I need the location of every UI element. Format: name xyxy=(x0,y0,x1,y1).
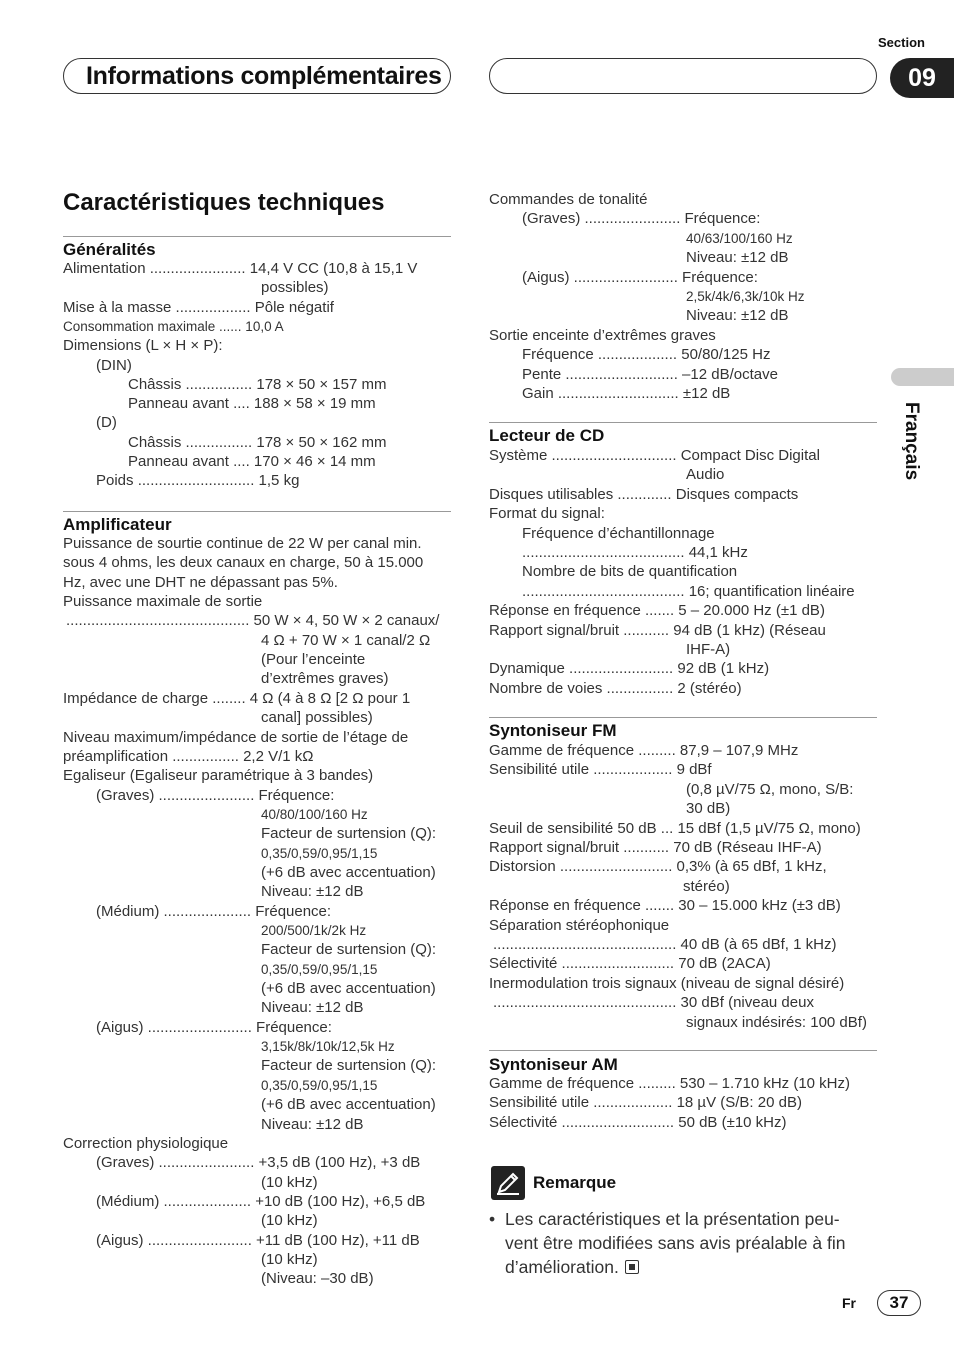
language-tab-marker xyxy=(891,368,954,386)
divider xyxy=(63,511,451,512)
spec-line: 200/500/1k/2k Hz xyxy=(261,923,367,938)
spec-line: Disques utilisables ............. Disques compacts xyxy=(489,485,799,503)
spec-line: (Graves) ....................... Fréquence: xyxy=(96,786,335,804)
spec-line: (+6 dB avec accentuation) xyxy=(261,1096,436,1114)
header-title-pill xyxy=(63,58,451,94)
spec-line: 4 Ω + 70 W × 1 canal/2 Ω xyxy=(261,631,431,649)
spec-line: ....................................... 44,1 kHz xyxy=(522,544,748,561)
spec-line: (Niveau: –30 dB) xyxy=(261,1270,374,1288)
spec-line: (Graves) ....................... +3,5 dB (100 Hz), +3 dB xyxy=(96,1154,421,1172)
spec-line: (0,8 µV/75 Ω, mono, S/B: xyxy=(686,780,854,798)
spec-line: (+6 dB avec accentuation) xyxy=(261,863,436,881)
spec-line: Niveau: ±12 dB xyxy=(686,307,789,325)
spec-line: Gamme de fréquence ......... 530 – 1.710 kHz (10 kHz) xyxy=(489,1075,851,1092)
spec-line: Facteur de surtension (Q): xyxy=(261,1057,437,1075)
spec-line: Consommation maximale ...... 10,0 A xyxy=(63,318,284,334)
spec-line: Niveau: ±12 dB xyxy=(261,1115,364,1133)
section-number-badge: 09 xyxy=(890,58,954,98)
spec-line: Châssis ................ 178 × 50 × 162 mm xyxy=(128,433,387,451)
spec-line: stéréo) xyxy=(683,877,730,895)
spec-line: 0,35/0,59/0,95/1,15 xyxy=(261,961,378,977)
spec-line: Rapport signal/bruit ........... 70 dB (Réseau IHF-A) xyxy=(489,839,822,856)
spec-line: (Aigus) ......................... +11 dB (100 Hz), +11 dB xyxy=(96,1231,420,1249)
spec-line: Système .............................. Compact Disc Digital xyxy=(489,447,820,464)
spec-line: (Graves) ....................... Fréquence: xyxy=(522,210,761,228)
spec-line: Dynamique ......................... 92 dB (1 kHz) xyxy=(489,660,770,678)
spec-line: 0,35/0,59/0,95/1,15 xyxy=(261,1077,378,1093)
spec-line: (Médium) ..................... +10 dB (100 Hz), +6,5 dB xyxy=(96,1192,426,1210)
spec-line: canal] possibles) xyxy=(261,709,373,727)
spec-line: Réponse en fréquence ....... 30 – 15.000 kHz (±3 dB) xyxy=(489,897,841,915)
spec-line: Sensibilité utile ................... 9 dBf xyxy=(489,761,712,779)
spec-line: Gamme de fréquence ......... 87,9 – 107,9 MHz xyxy=(489,742,799,759)
spec-line: Réponse en fréquence ....... 5 – 20.000 Hz (±1 dB) xyxy=(489,602,825,620)
spec-line: Egaliseur (Egaliseur paramétrique à 3 bandes) xyxy=(63,767,374,785)
spec-line: Fréquence ................... 50/80/125 Hz xyxy=(522,346,771,364)
spec-line: Rapport signal/bruit ........... 94 dB (1 kHz) (Réseau xyxy=(489,621,826,639)
spec-line: (Médium) ..................... Fréquence: xyxy=(96,902,332,920)
spec-line: Poids ............................ 1,5 kg xyxy=(96,472,300,490)
spec-line: ............................................ 30 dBf (niveau deux xyxy=(493,994,814,1012)
spec-line: Nombre de voies ................ 2 (stéréo) xyxy=(489,679,742,697)
spec-line: 30 dB) xyxy=(686,800,731,818)
spec-line: Fréquence d’échantillonnage xyxy=(522,524,715,542)
section-heading-fm: Syntoniseur FM xyxy=(489,721,617,740)
spec-line: Commandes de tonalité xyxy=(489,191,648,208)
spec-line: Sélectivité ........................... 70 dB (2ACA) xyxy=(489,955,771,973)
spec-line: Audio xyxy=(686,466,725,484)
section-heading-am: Syntoniseur AM xyxy=(489,1055,618,1074)
section-heading-generalites: Généralités xyxy=(63,240,156,259)
spec-line: (Pour l’enceinte xyxy=(261,651,366,669)
spec-line: Puissance maximale de sortie xyxy=(63,593,263,611)
footer-lang-code: Fr xyxy=(842,1295,856,1311)
spec-line: (10 kHz) xyxy=(261,1250,318,1268)
bullet-dot: • xyxy=(489,1209,496,1229)
divider xyxy=(489,1050,877,1051)
spec-line: 40/63/100/160 Hz xyxy=(686,230,793,246)
spec-line: d’extrêmes graves) xyxy=(261,670,389,688)
spec-line: Sortie enceinte d’extrêmes graves xyxy=(489,326,716,344)
spec-line: 40/80/100/160 Hz xyxy=(261,806,368,822)
note-text xyxy=(505,1207,860,1279)
spec-line: Nombre de bits de quantification xyxy=(522,563,738,581)
spec-line: (+6 dB avec accentuation) xyxy=(261,980,436,998)
spec-line: (Aigus) ......................... Fréquence: xyxy=(522,268,758,286)
note-label: Remarque xyxy=(533,1173,617,1192)
section-label: Section xyxy=(878,35,925,50)
spec-line: Hz, avec une DHT ne dépassant pas 5%. xyxy=(63,573,338,591)
page-number: 37 xyxy=(877,1290,921,1316)
spec-line: Dimensions (L × H × P): xyxy=(63,337,223,355)
spec-line: (DIN) xyxy=(96,356,132,374)
note-pencil-icon xyxy=(491,1166,525,1200)
spec-line: (10 kHz) xyxy=(261,1173,318,1191)
divider xyxy=(489,717,877,718)
spec-line: Puissance de sourtie continue de 22 W per canal min. xyxy=(63,535,422,552)
spec-line: (10 kHz) xyxy=(261,1212,318,1230)
spec-line: 3,15k/8k/10k/12,5k Hz xyxy=(261,1039,395,1055)
spec-line: Châssis ................ 178 × 50 × 157 mm xyxy=(128,375,387,393)
header-blank-pill xyxy=(489,58,877,94)
spec-line: Niveau: ±12 dB xyxy=(261,883,364,901)
spec-line: Panneau avant .... 170 × 46 × 14 mm xyxy=(128,453,376,470)
spec-line: possibles) xyxy=(261,279,329,297)
divider xyxy=(63,236,451,237)
spec-line: sous 4 ohms, les deux canaux en charge, 50 à 15.000 xyxy=(63,554,424,572)
spec-line: Pente ........................... –12 dB/octave xyxy=(522,365,778,383)
language-tab-label: Français xyxy=(901,402,922,481)
spec-line: Inermodulation trois signaux (niveau de signal désiré) xyxy=(489,974,845,992)
section-heading-amplificateur: Amplificateur xyxy=(63,515,172,534)
spec-line: Facteur de surtension (Q): xyxy=(261,825,437,843)
spec-line: Sensibilité utile ................... 18 µV (S/B: 20 dB) xyxy=(489,1094,802,1112)
spec-line: Panneau avant .... 188 × 58 × 19 mm xyxy=(128,395,376,413)
spec-line: 0,35/0,59/0,95/1,15 xyxy=(261,845,378,861)
spec-line: ....................................... 16; quantification linéaire xyxy=(522,582,855,600)
spec-line: Impédance de charge ........ 4 Ω (4 à 8 Ω [2 Ω pour 1 xyxy=(63,689,411,707)
spec-line: Sélectivité ........................... 50 dB (±10 kHz) xyxy=(489,1113,787,1131)
spec-line: Distorsion ........................... 0,3% (à 65 dBf, 1 kHz, xyxy=(489,858,827,876)
divider xyxy=(489,422,877,423)
spec-line: (Aigus) ......................... Fréquence: xyxy=(96,1018,332,1036)
spec-line: Correction physiologique xyxy=(63,1134,229,1152)
page-title: Caractéristiques techniques xyxy=(63,189,385,216)
spec-line: (D) xyxy=(96,414,117,432)
language-tab xyxy=(899,400,929,486)
spec-line: IHF-A) xyxy=(686,641,731,658)
header-title: Informations complémentaires xyxy=(86,62,442,90)
spec-line: Séparation stéréophonique xyxy=(489,916,670,934)
spec-line: ............................................ 50 W × 4, 50 W × 2 canaux/ xyxy=(66,612,440,630)
spec-line: Niveau: ±12 dB xyxy=(261,999,364,1017)
spec-line: Mise à la masse .................. Pôle négatif xyxy=(63,298,334,316)
spec-line: Seuil de sensibilité 50 dB ... 15 dBf (1,5 µV/75 Ω, mono) xyxy=(489,819,861,837)
end-mark-icon xyxy=(625,1260,639,1274)
spec-line: Gain ............................. ±12 dB xyxy=(522,385,731,402)
spec-line: Format du signal: xyxy=(489,505,605,523)
spec-line: Niveau maximum/impédance de sortie de l’étage de xyxy=(63,728,409,746)
spec-line: Alimentation ....................... 14,4 V CC (10,8 à 15,1 V xyxy=(63,260,418,277)
spec-line: Facteur de surtension (Q): xyxy=(261,941,437,959)
spec-line: préamplification ................ 2,2 V/1 kΩ xyxy=(63,747,314,765)
section-heading-cd: Lecteur de CD xyxy=(489,426,605,445)
spec-line: 2,5k/4k/6,3k/10k Hz xyxy=(686,289,805,304)
note-text-content: Les caractéristiques et la présentation peu-vent être modifiées sans avis préalable à fin d’amélioration. xyxy=(505,1209,846,1277)
spec-line: ............................................ 40 dB (à 65 dBf, 1 kHz) xyxy=(493,936,837,953)
spec-line: signaux indésirés: 100 dBf) xyxy=(686,1013,867,1031)
spec-line: Niveau: ±12 dB xyxy=(686,249,789,267)
